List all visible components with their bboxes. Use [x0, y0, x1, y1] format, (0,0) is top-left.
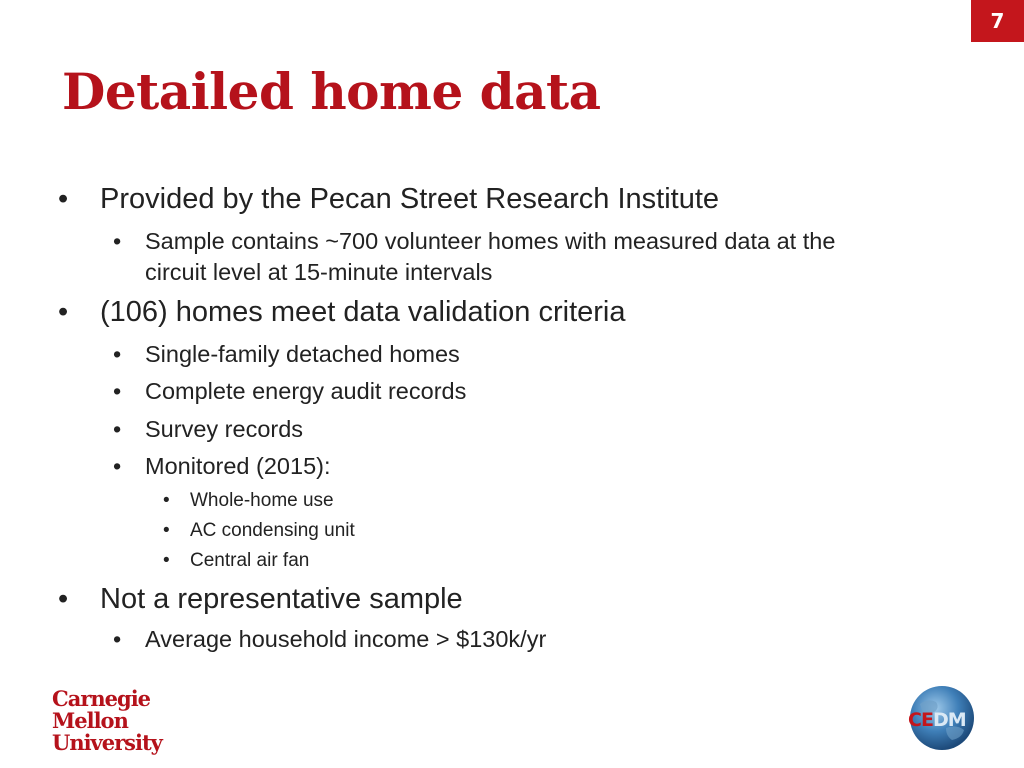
bullet-provided-by — [58, 183, 720, 216]
cmu-logo-line2: Mellon — [52, 708, 128, 733]
bullet-marker: • — [113, 228, 122, 254]
bullet-text: Complete energy audit records — [145, 378, 467, 404]
slide-title: Detailed home data — [62, 62, 601, 121]
cedm-logo-ce: CE — [908, 709, 933, 731]
bullet-ac-condensing — [163, 520, 355, 542]
bullet-sample-contains — [113, 228, 836, 255]
bullet-monitored — [113, 453, 331, 480]
bullet-text: Not a representative sample — [100, 583, 463, 615]
cedm-logo-dm: DM — [932, 709, 966, 731]
bullet-text: AC condensing unit — [190, 520, 355, 541]
bullet-whole-home — [163, 490, 334, 512]
bullet-household-income — [113, 626, 547, 653]
bullet-text: (106) homes meet data validation criteria — [100, 296, 626, 328]
bullet-marker: • — [58, 183, 69, 215]
bullet-text: circuit level at 15-minute intervals — [145, 259, 493, 285]
bullet-marker: • — [113, 341, 122, 367]
cmu-logo-line1: Carnegie — [52, 686, 151, 711]
bullet-central-air-fan — [163, 550, 310, 572]
bullet-single-family — [113, 341, 460, 368]
slide-number-badge: 7 — [971, 0, 1024, 42]
bullet-marker: • — [58, 296, 69, 328]
bullet-marker: • — [113, 416, 122, 442]
bullet-text: Survey records — [145, 416, 304, 442]
bullet-marker: • — [163, 490, 170, 511]
cmu-logo — [52, 688, 162, 754]
cedm-logo — [904, 684, 980, 752]
bullet-marker: • — [163, 520, 170, 541]
svg-text:CEDM — [908, 709, 966, 731]
bullet-text: Sample contains ~700 volunteer homes with measured data at the — [145, 228, 836, 254]
bullet-marker: • — [113, 378, 122, 404]
bullet-not-representative — [58, 583, 463, 616]
bullet-homes-validation — [58, 296, 626, 329]
bullet-text: Provided by the Pecan Street Research Institute — [100, 183, 720, 215]
bullet-energy-audit — [113, 378, 467, 405]
bullet-sample-contains-cont — [145, 259, 492, 286]
cmu-logo-line3: University — [52, 730, 162, 755]
bullet-text: Monitored (2015): — [145, 453, 331, 479]
bullet-text: Whole-home use — [190, 490, 334, 511]
bullet-text: Central air fan — [190, 550, 310, 571]
bullet-marker: • — [113, 453, 122, 479]
bullet-marker: • — [163, 550, 170, 571]
bullet-text: Average household income > $130k/yr — [145, 626, 547, 652]
bullet-marker: • — [113, 626, 122, 652]
bullet-survey-records — [113, 416, 304, 443]
bullet-marker: • — [58, 583, 69, 615]
bullet-text: Single-family detached homes — [145, 341, 460, 367]
